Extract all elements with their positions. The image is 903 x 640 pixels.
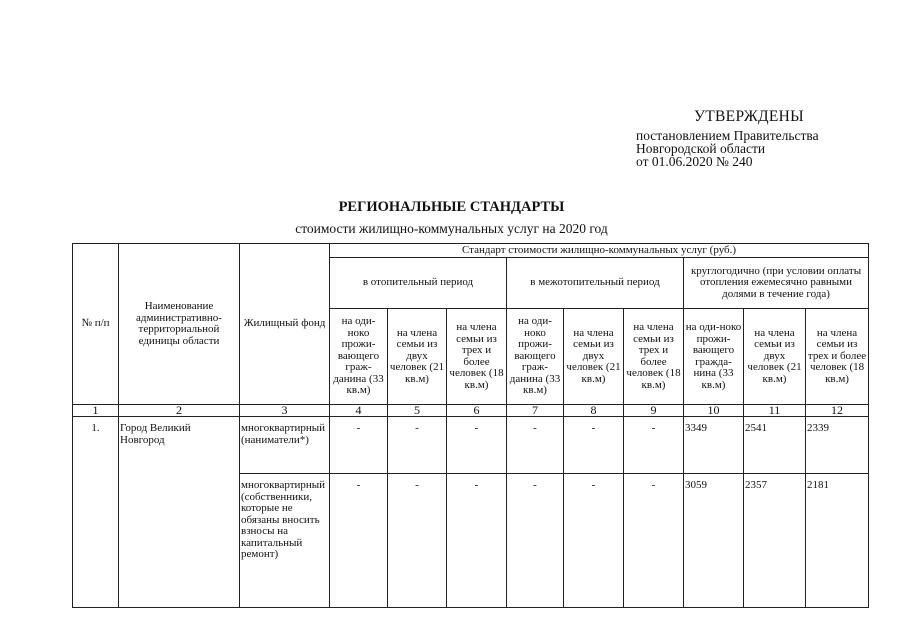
- value-cell: -: [447, 474, 507, 608]
- approval-line-3: от 01.06.2020 № 240: [636, 154, 753, 169]
- header-heating: в отопительный период: [330, 258, 507, 309]
- row-territory-name: Город Великий Новгород: [119, 417, 240, 608]
- header-name: Наименование административно-территориальной единицы области: [119, 244, 240, 405]
- value-cell: 2339: [806, 417, 869, 474]
- document-subtitle: стоимости жилищно-коммунальных услуг на 2020 год: [295, 221, 608, 236]
- value-cell: 2181: [806, 474, 869, 608]
- header-fund: Жилищный фонд: [240, 244, 330, 405]
- subheader-cell: на оди-ноко прожи-вающего граж-данина (33 кв.м): [507, 309, 564, 405]
- value-cell: -: [330, 474, 388, 608]
- subheader-cell: на члена семьи из трех и более человек (18 кв.м): [447, 309, 507, 405]
- value-cell: 3349: [684, 417, 744, 474]
- column-number: 9: [624, 405, 684, 417]
- header-nonheating: в межотопительный период: [507, 258, 684, 309]
- table-row: [73, 417, 869, 474]
- value-cell: -: [624, 417, 684, 474]
- header-yearround: круглогодично (при условии оплаты отопления ежемесячно равными долями в течение года): [684, 258, 869, 309]
- approval-title: УТВЕРЖДЕНЫ: [694, 108, 804, 125]
- value-cell: -: [330, 417, 388, 474]
- document-title: РЕГИОНАЛЬНЫЕ СТАНДАРТЫ: [338, 199, 565, 215]
- approval-line-2: Новгородской области: [636, 141, 766, 156]
- subheader-cell: на члена семьи из двух человек (21 кв.м): [564, 309, 624, 405]
- column-number: 10: [684, 405, 744, 417]
- subheader-cell: на члена семьи из трех и более человек (18 кв.м): [624, 309, 684, 405]
- value-cell: -: [388, 417, 447, 474]
- header-standard: Стандарт стоимости жилищно-коммунальных услуг (руб.): [330, 244, 869, 258]
- column-number: 8: [564, 405, 624, 417]
- subheader-cell: на члена семьи из трех и более человек (18 кв.м): [806, 309, 869, 405]
- column-number: 5: [388, 405, 447, 417]
- value-cell: -: [388, 474, 447, 608]
- row-fund-type: многоквартирный (собственники, которые не обязаны вносить взносы на капитальный ремонт): [240, 474, 330, 608]
- value-cell: -: [564, 417, 624, 474]
- value-cell: -: [507, 417, 564, 474]
- value-cell: 2357: [744, 474, 806, 608]
- value-cell: 2541: [744, 417, 806, 474]
- column-number: 1: [73, 405, 119, 417]
- column-number: 11: [744, 405, 806, 417]
- subheader-cell: на члена семьи из двух человек (21 кв.м): [744, 309, 806, 405]
- standards-table: [72, 243, 869, 608]
- column-number: 4: [330, 405, 388, 417]
- value-cell: -: [447, 417, 507, 474]
- row-fund-type: многоквартирный (наниматели*): [240, 417, 330, 474]
- column-number: 3: [240, 405, 330, 417]
- value-cell: -: [507, 474, 564, 608]
- value-cell: 3059: [684, 474, 744, 608]
- subheader-cell: на члена семьи из двух человек (21 кв.м): [388, 309, 447, 405]
- column-number: 6: [447, 405, 507, 417]
- column-number-row: [73, 405, 869, 417]
- value-cell: -: [564, 474, 624, 608]
- column-number: 7: [507, 405, 564, 417]
- subheader-cell: на оди-ноко прожи-вающего граж-данина (33 кв.м): [330, 309, 388, 405]
- subheader-cell: на оди-ноко прожи-вающего гражда-нина (33 кв.м): [684, 309, 744, 405]
- row-number: 1.: [73, 417, 119, 608]
- column-number: 2: [119, 405, 240, 417]
- value-cell: -: [624, 474, 684, 608]
- header-num: № п/п: [73, 244, 119, 405]
- approval-line-1: постановлением Правительства: [636, 128, 819, 143]
- column-number: 12: [806, 405, 869, 417]
